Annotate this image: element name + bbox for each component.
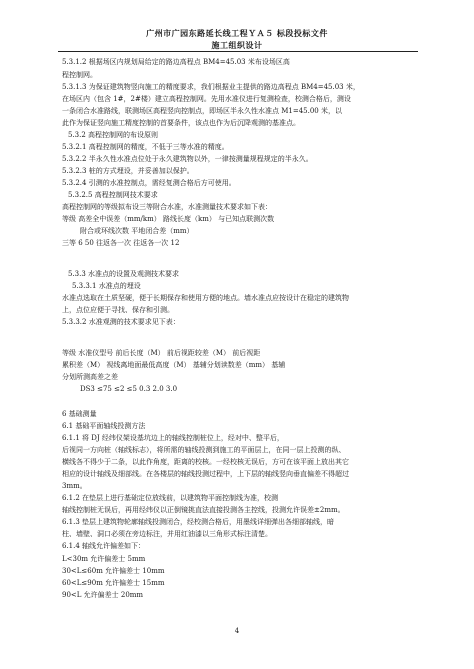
- text-line: 6.1.2 在垫层上进行基础定位放线前，以建筑物平面控制线为准，校测: [62, 494, 279, 502]
- table-header-row: 分划所测高差之差: [62, 373, 118, 381]
- table-header-row: 等级 水准仪型号 前后长度（M） 前后视距较差（M） 前后视距: [62, 349, 261, 357]
- text-line: 6.1.3 垫层上建筑物轮廓轴线投测闭合，经校测合格后，用墨线详细弹出各细部轴线，暗: [62, 518, 335, 526]
- text-line: 5.3.3.2 水准观测的技术要求见下表：: [62, 318, 180, 326]
- text-line: 柱、墙壁、洞口必须在旁边标注，并用红油漆以三角形式标注清楚。: [62, 530, 272, 538]
- text-line: 上，点位应便于寻找、保存和引测。: [62, 306, 174, 314]
- text-line: 程控制网。: [62, 71, 97, 79]
- tolerance-row: 90<L 允许偏差士 20mm: [62, 591, 144, 599]
- text-line: 5.3.1.3 为保证建筑物竖向施工的精度要求，我们根据业主提供的路边高程点 BM4=45.03 米，: [62, 83, 360, 91]
- text-line: 5.3.2.1 高程控制网的精度，不低于三等水准的精度。: [62, 143, 229, 151]
- table-row: 三等 6 50 往返各一次 往返各一次 12: [62, 239, 180, 247]
- page-number: 4: [234, 627, 240, 635]
- table-row: DS3 ≤75 ≤2 ≤5 0.3 2.0 3.0: [80, 385, 178, 393]
- text-line: 水准点选取在土质坚硬，便于长期保存和使用方便的地点。墙水准点应按设计在稳定的建筑物: [62, 294, 349, 302]
- tolerance-row: 30<L≤60m 允许偏差士 10mm: [62, 567, 165, 575]
- text-line: 后视同一方向桩（轴线标志），将所需的轴线投测到施工的平面层上，在同一层上投测的纵、: [62, 446, 346, 454]
- text-line: 5.3.1.2 根据场区内规划局给定的路边高程点 BM4=45.03 米布设场区高: [62, 58, 290, 66]
- section-heading: 5.3.3.1 水准点的埋设: [72, 282, 141, 290]
- text-line: 5.3.2.3 桩的方式埋设，并妥善加以保护。: [62, 167, 194, 175]
- table-header-row: 累积差（M） 视线离地面最低高度（M） 基辅分划读数差（mm） 基辅: [62, 361, 286, 369]
- text-line: 此作为保证竖向施工精度控制的首要条件，该点也作为后沉降观测的基准点。: [62, 119, 300, 127]
- text-line: 5.3.2.2 半永久性水准点位处于永久建筑物以外，一律按测量规程规定的半永久。: [62, 155, 313, 163]
- header-subtitle: 施工组织设计: [211, 41, 263, 50]
- text-line: 轴线控制桩无误后，再用经纬仪以正倒镜挑直法直接投测各主控线，投测允许误差±2mm。: [62, 506, 345, 514]
- tolerance-row: L<30m 允许偏差士 5mm: [62, 555, 146, 563]
- table-header-row: 等级 高差全中误差（mm/km） 路线长度（km） 与已知点联测次数: [62, 215, 275, 223]
- text-line: 高程控制网的等级拟布设三等附合水准，水准测量技术要求如下表：: [62, 203, 272, 211]
- tolerance-row: 60<L≤90m 允许偏差士 15mm: [62, 579, 165, 587]
- text-line: 一条闭合水准路线，联测场区高程竖向控制点，即场区半永久性水准点 M1=45.00 米，以: [62, 107, 342, 115]
- table-header-row: 附合或环线次数 平地闭合差（mm）: [80, 227, 194, 235]
- section-heading: 5.3.2 高程控制网的布设原则: [68, 131, 159, 139]
- text-line: 相应的设计轴线及细部线。在各楼层的轴线投测过程中，上下层的轴线竖向垂直偏差不得超过: [62, 470, 349, 478]
- text-line: 6.1.4 轴线允许偏差如下：: [62, 542, 146, 550]
- text-line: 横线各不得少于二条，以此作角度，距离的校核。一经校核无误后，方可在该平面上放出其它: [62, 458, 349, 466]
- section-heading: 5.3.2.5 高程控制网技术要求: [68, 191, 158, 199]
- text-line: 在场区内（包含 1#，2#楼）建立高程控制网。先用水准仪进行复测检查，校测合格后，测设: [62, 95, 351, 103]
- section-heading: 6 基础测量: [62, 410, 97, 418]
- header-rule: [58, 51, 418, 52]
- header-title: 广州市广园东路延长线工程ＹＡ５ 标段投标文件: [146, 29, 328, 38]
- text-line: 3mm。: [62, 482, 87, 490]
- text-line: 5.3.2.4 引测的水准控制点，需经复测合格后方可使用。: [62, 179, 236, 187]
- section-heading: 5.3.3 水准点的设置及观测技术要求: [68, 270, 180, 278]
- section-heading: 6.1 基础平面轴线投测方法: [62, 422, 146, 430]
- text-line: 6.1.1 将 DJ 经纬仪架设基坑边上的轴线控制桩位上，经对中、整平后，: [62, 434, 284, 442]
